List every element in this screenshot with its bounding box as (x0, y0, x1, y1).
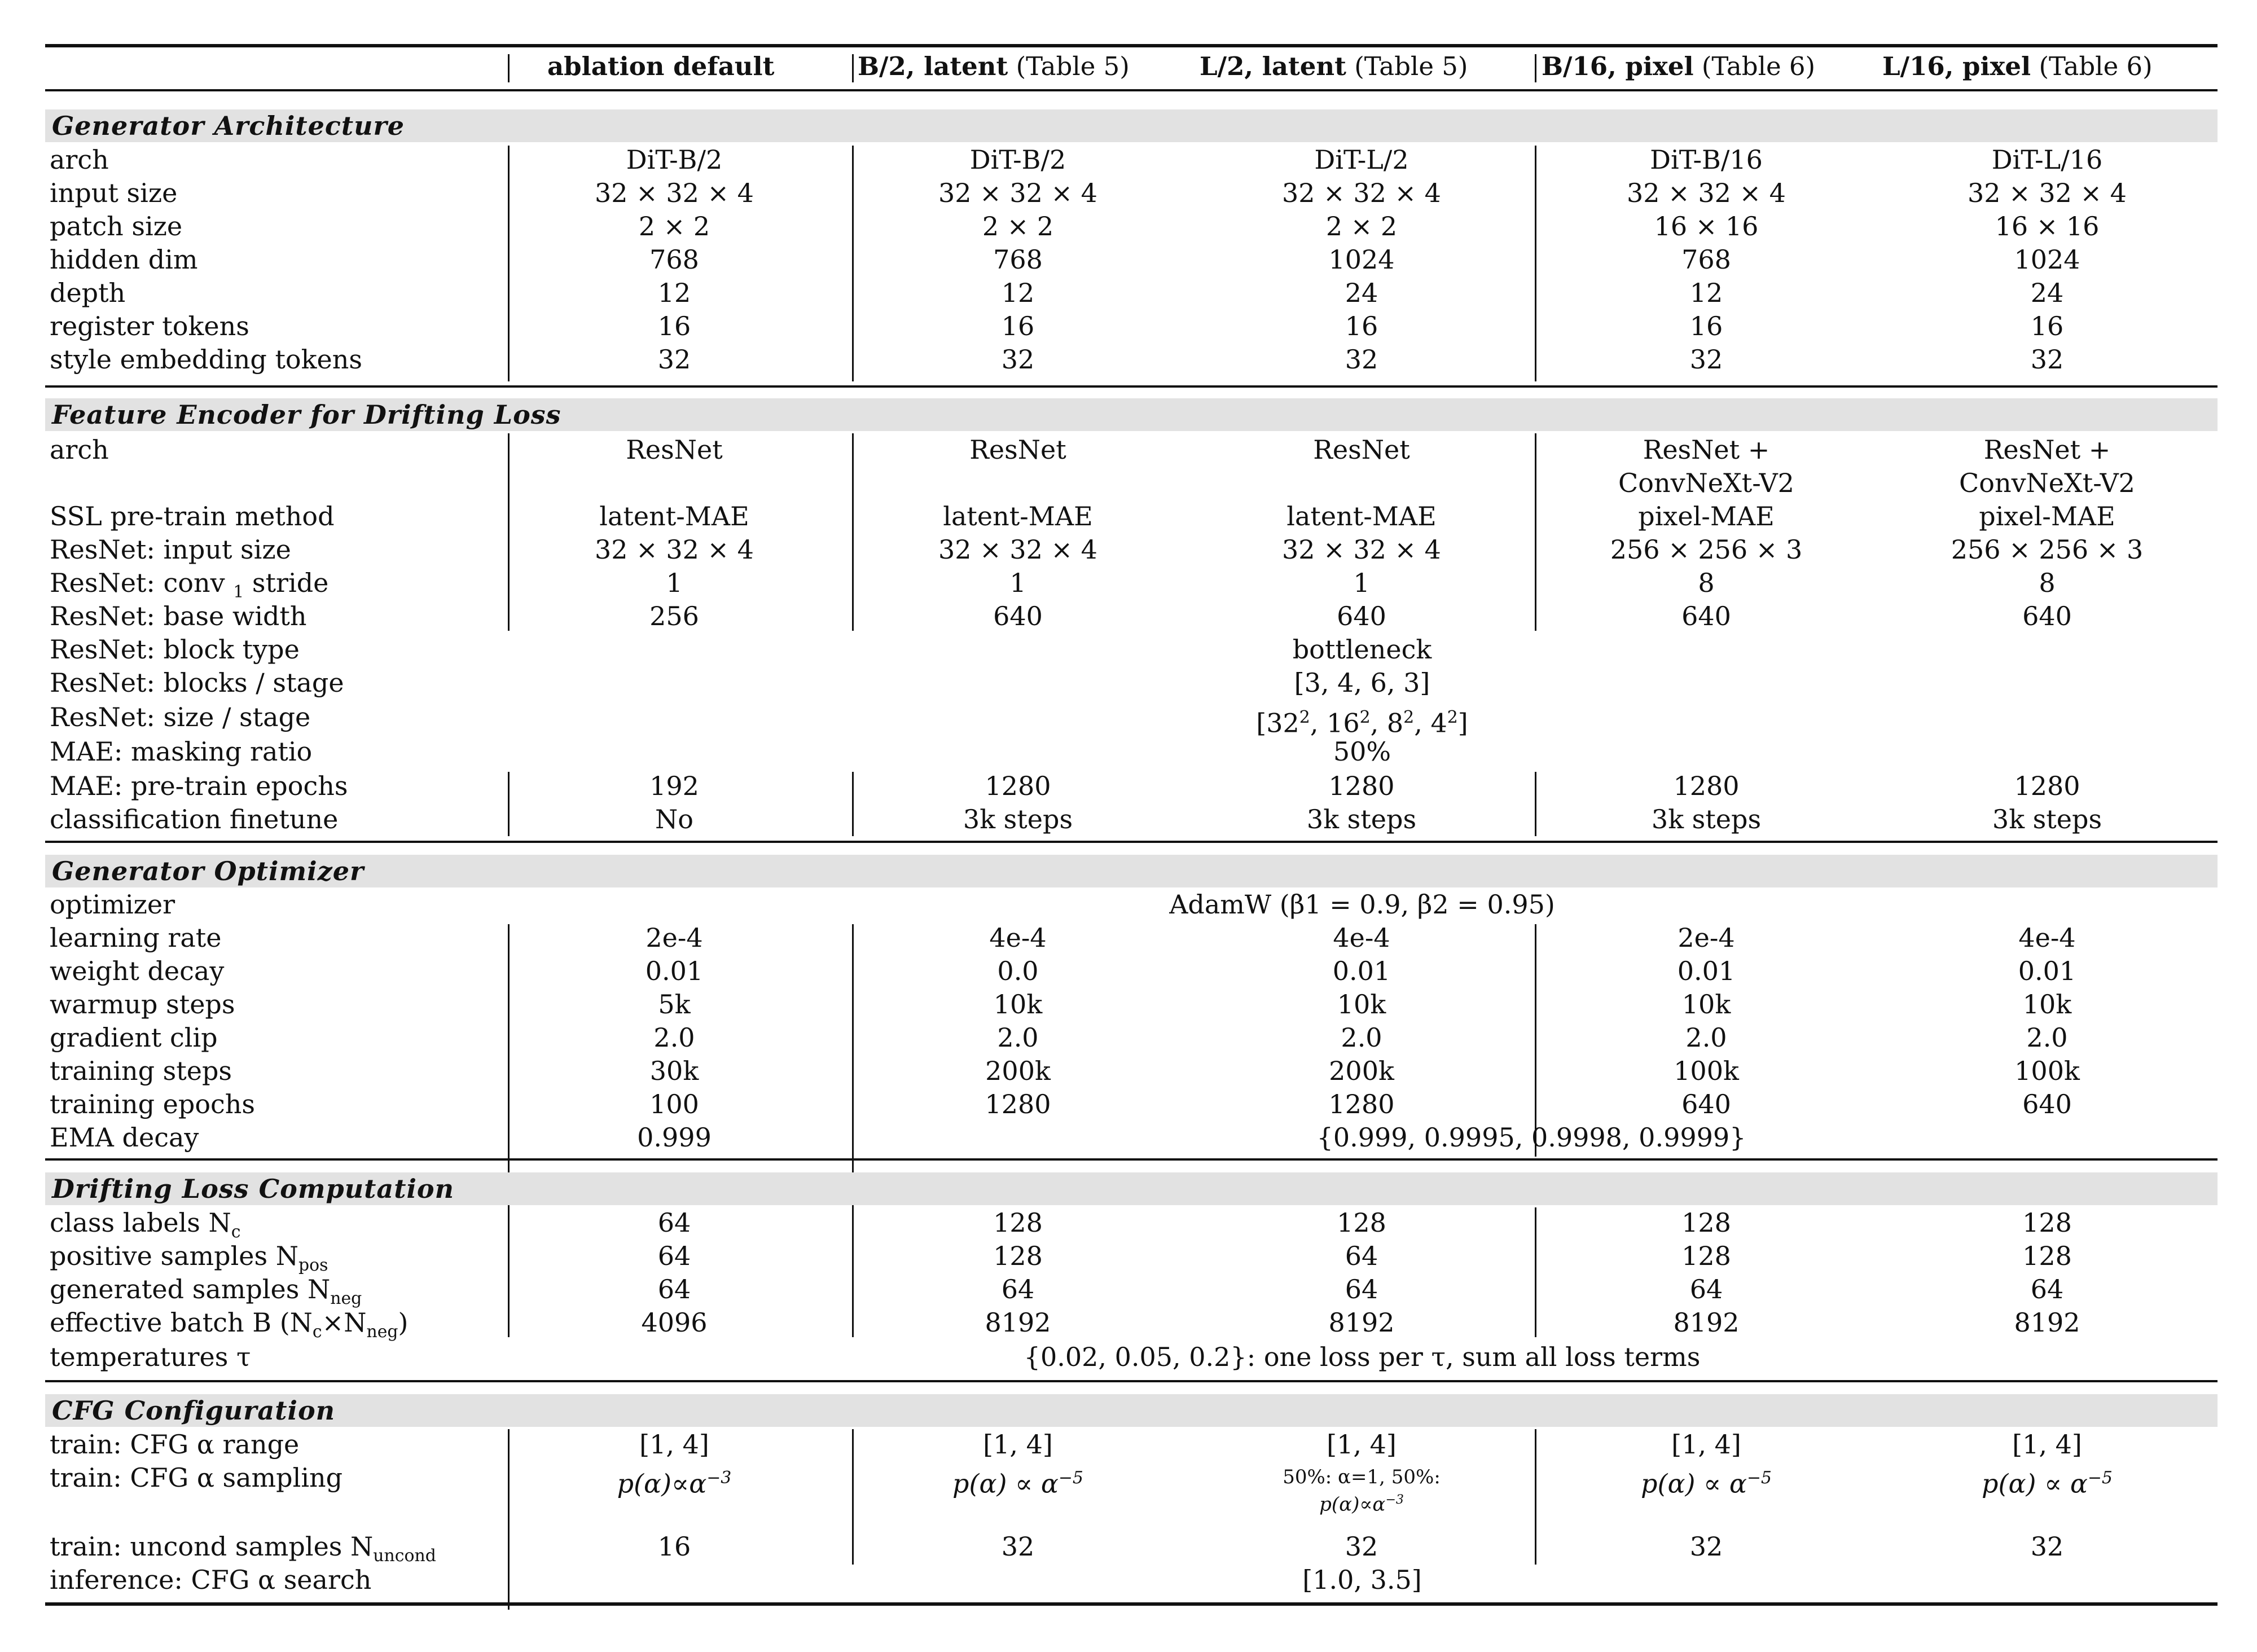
table-cell: 200k (1329, 1056, 1394, 1086)
header-l2-latent: L/2, latent (Table 5) (1200, 51, 1468, 81)
section-rule (45, 385, 2218, 388)
table-row (45, 343, 2218, 376)
table-cell: 32 × 32 × 4 (1282, 178, 1441, 208)
table-cell: DiT-B/2 (626, 144, 723, 175)
table-cell: 16 (1345, 311, 1378, 341)
table-cell: 16 (1689, 311, 1723, 341)
row-positive-samples: positive samples $N_{pos}$ 64 128 64 128 128 (50, 1241, 2072, 1276)
bottom-rule (45, 1602, 2218, 1606)
table-cell: 640 (1681, 1089, 1731, 1119)
table-row (45, 310, 2218, 343)
table-cell: 16 (657, 311, 691, 341)
row-cfg-sampling: train: CFG α sampling $p(\alpha)\propto\alpha^{-3}$ $p(\alpha) \propto \alpha^{-5}$ 50%: α=1, 50%: $p(\alpha)\propto\alpha^{-3}$ $p(\alpha) \propto \alpha^{-5}$ $p(\alpha) \propto \alpha^{-5}$ (50, 1462, 2113, 1516)
row-mae-masking-ratio: MAE: masking ratio 50% (50, 736, 1391, 767)
row-label: hidden dim (50, 244, 198, 275)
table-row (45, 143, 2218, 177)
table-cell: 100k (2014, 1056, 2080, 1086)
row-optimizer: optimizer AdamW (β1 = 0.9, β2 = 0.95) (50, 889, 1555, 920)
row-label: training epochs (50, 1089, 256, 1119)
table-cell: 16 (1001, 311, 1035, 341)
table-row (45, 177, 2218, 210)
row-resnet-conv-stride: ResNet: conv $_1$ stride 1 1 1 8 8 (50, 568, 2056, 603)
row-label: weight decay (50, 956, 225, 986)
row-classification-finetune: classification finetune No 3k steps 3k steps 3k steps 3k steps (50, 804, 2102, 834)
table-cell: 10k (2022, 989, 2072, 1020)
table-cell: 12 (657, 278, 691, 308)
table-cell: 32 (1345, 344, 1378, 375)
row-label: depth (50, 278, 126, 308)
table-cell: 32 (1689, 344, 1723, 375)
table-cell: 2e-4 (646, 922, 703, 953)
table-cell: 0.01 (1677, 956, 1736, 986)
row-ssl-method: SSL pre-train method latent-MAE latent-MAE latent-MAE pixel-MAE pixel-MAE (50, 501, 2115, 531)
section-generator-architecture: Generator Architecture (45, 109, 2218, 142)
table-cell: 768 (1681, 244, 1731, 275)
table-cell: 32 × 32 × 4 (1627, 178, 1786, 208)
table-cell: 0.01 (2018, 956, 2076, 986)
table-cell: 2 × 2 (1325, 211, 1398, 241)
table-cell: 0.01 (1332, 956, 1391, 986)
header-l16-pixel: L/16, pixel (Table 6) (1882, 51, 2153, 81)
size-per-stage-value: [$32^2$, $16^2$, $8^2$, $4^2$] (1256, 708, 1468, 739)
row-resnet-size-per-stage: ResNet: size / stage [$32^2$, $16^2$, $8^2$, $4^2$] (45, 701, 2218, 734)
table-row (45, 276, 2218, 310)
header-divider (1535, 54, 1536, 82)
table-cell: 32 (1001, 344, 1035, 375)
table-cell: 1024 (1328, 244, 1395, 275)
table-cell: 32 (2030, 344, 2064, 375)
section-drifting-loss: Drifting Loss Computation (45, 1172, 2218, 1205)
section-rule (45, 841, 2218, 843)
row-label: warmup steps (50, 989, 235, 1020)
table-row (45, 1021, 2218, 1055)
arch-pixel-cell: ResNet + ConvNeXt-V2 (1959, 434, 2135, 498)
table-header (45, 50, 2218, 84)
table-row (45, 243, 2218, 276)
table-cell: 10k (1337, 989, 1386, 1020)
table-cell: DiT-L/16 (1991, 144, 2103, 175)
row-resnet-block-type: ResNet: block type bottleneck (50, 634, 1432, 665)
table-cell: 200k (985, 1056, 1051, 1086)
table-cell: 12 (1001, 278, 1035, 308)
table-cell: 16 × 16 (1995, 211, 2100, 241)
table-cell: DiT-B/16 (1650, 144, 1763, 175)
header-b16-pixel: B/16, pixel (Table 6) (1542, 51, 1816, 81)
table-cell: 2 × 2 (982, 211, 1054, 241)
table-row (45, 210, 2218, 243)
table-cell: 2.0 (653, 1022, 695, 1053)
header-divider (508, 54, 510, 82)
row-cfg-range: train: CFG α range [1, 4] [1, 4] [1, 4] [1, 4] [1, 4] (50, 1429, 2082, 1460)
top-rule (45, 44, 2218, 47)
table-cell: 30k (649, 1056, 699, 1086)
table-cell: 2e-4 (1678, 922, 1735, 953)
row-label: gradient clip (50, 1022, 218, 1053)
table-cell: 0.0 (997, 956, 1039, 986)
table-cell: 5k (658, 989, 691, 1020)
row-effective-batch: effective batch B $(N_c\times N_{neg})$ 4096 8192 8192 8192 8192 (50, 1307, 2080, 1342)
row-label: arch (50, 144, 109, 175)
table-cell: 768 (993, 244, 1043, 275)
row-label: learning rate (50, 922, 222, 953)
arch-pixel-cell: ResNet + ConvNeXt-V2 (1618, 434, 1794, 498)
row-resnet-base-width: ResNet: base width 256 640 640 640 640 (50, 601, 2072, 631)
section-rule (45, 1158, 2218, 1161)
row-label: register tokens (50, 311, 249, 341)
table-cell: 1280 (1328, 1089, 1395, 1119)
row-resnet-blocks-per-stage: ResNet: blocks / stage [3, 4, 6, 3] (50, 667, 1430, 698)
row-encoder-arch: arch ResNet ResNet ResNet ResNet + ConvNeXt-V2 ResNet + ConvNeXt-V2 (45, 433, 2218, 467)
row-label: training steps (50, 1056, 232, 1086)
table-cell: DiT-B/2 (969, 144, 1066, 175)
section-cfg-configuration: CFG Configuration (45, 1394, 2218, 1427)
row-uncond-samples: train: uncond samples $N_{uncond}$ 16 32 32 32 32 (50, 1531, 2064, 1566)
table-row (45, 1055, 2218, 1088)
table-cell: 0.01 (645, 956, 704, 986)
header-b2-latent: B/2, latent (Table 5) (858, 51, 1130, 81)
table-row (45, 988, 2218, 1021)
table-cell: 32 × 32 × 4 (1968, 178, 2127, 208)
table-cell: 12 (1689, 278, 1723, 308)
section-feature-encoder: Feature Encoder for Drifting Loss (45, 398, 2218, 431)
section-rule (45, 1380, 2218, 1382)
row-label: input size (50, 178, 178, 208)
table-cell: 24 (1345, 278, 1378, 308)
table-cell: 24 (2030, 278, 2064, 308)
row-label: patch size (50, 211, 183, 241)
cfg-sampling-l2-cell: 50%: α=1, 50%: $p(\alpha)\propto\alpha^{-3}$ (1283, 1466, 1441, 1516)
table-cell: 4e-4 (989, 922, 1047, 953)
row-resnet-input-size: ResNet: input size 32 × 32 × 4 32 × 32 × 4 32 × 32 × 4 256 × 256 × 3 256 × 256 × 3 (50, 534, 2144, 565)
table-cell: DiT-L/2 (1314, 144, 1409, 175)
table-cell: 16 (2030, 311, 2064, 341)
table-cell: 100k (1674, 1056, 1739, 1086)
row-class-labels: class labels $N_c$ 64 128 128 128 128 (50, 1207, 2072, 1242)
table-row (45, 955, 2218, 988)
table-row (45, 1088, 2218, 1121)
table-cell: 10k (1681, 989, 1731, 1020)
row-cfg-search: inference: CFG α search [1.0, 3.5] (50, 1565, 1422, 1595)
row-ema-decay: EMA decay 0.999 {0.999, 0.9995, 0.9998, 0.9999} (50, 1122, 1746, 1153)
section-generator-optimizer: Generator Optimizer (45, 855, 2218, 887)
table-cell: 16 × 16 (1654, 211, 1759, 241)
table-cell: 2 × 2 (638, 211, 710, 241)
table-cell: 32 × 32 × 4 (938, 178, 1097, 208)
table-cell: 640 (2022, 1089, 2072, 1119)
table-cell: 768 (649, 244, 699, 275)
table-cell: 2.0 (997, 1022, 1039, 1053)
table-cell: 32 × 32 × 4 (595, 178, 754, 208)
table-cell: 2.0 (1341, 1022, 1382, 1053)
table-cell: 4e-4 (2018, 922, 2076, 953)
header-divider (852, 54, 854, 82)
table-cell: 2.0 (1685, 1022, 1727, 1053)
header-ablation-default: ablation default (547, 51, 775, 81)
row-generated-samples: generated samples $N_{neg}$ 64 64 64 64 64 (50, 1274, 2064, 1309)
table-cell: 10k (993, 989, 1043, 1020)
row-mae-pretrain-epochs: MAE: pre-train epochs 192 1280 1280 1280 1280 (50, 771, 2080, 801)
table-cell: 100 (649, 1089, 699, 1119)
table-cell: 32 (657, 344, 691, 375)
table-cell: 4e-4 (1333, 922, 1390, 953)
table-row (45, 921, 2218, 955)
header-rule (45, 89, 2218, 91)
table-cell: 1280 (985, 1089, 1051, 1119)
row-label: style embedding tokens (50, 344, 362, 375)
table-cell: 1024 (2014, 244, 2080, 275)
row-temperatures: temperatures τ {0.02, 0.05, 0.2}: one loss per τ, sum all loss terms (50, 1342, 1701, 1372)
table-cell: 2.0 (2026, 1022, 2068, 1053)
